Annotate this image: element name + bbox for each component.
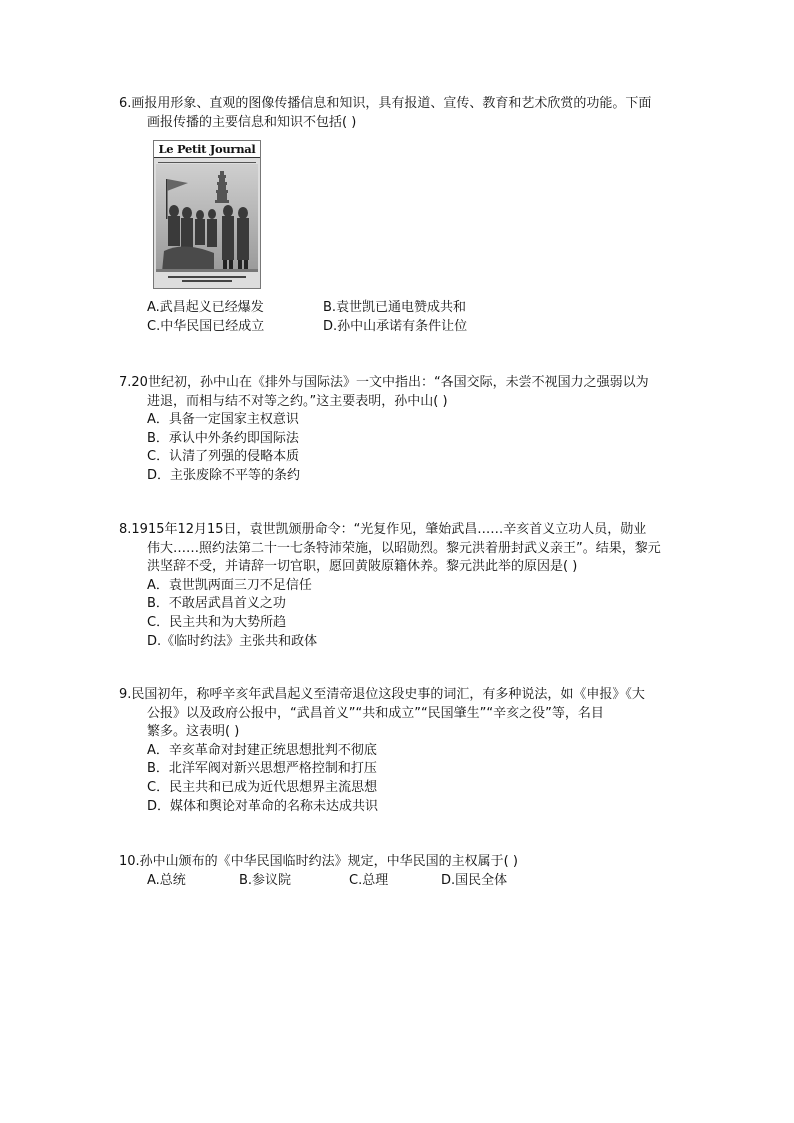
q6-option-b[interactable]: B.袁世凯已通电赞成共和: [323, 300, 467, 315]
q8-option-d[interactable]: D.《临时约法》主张共和政体: [147, 633, 318, 649]
q6-option-a[interactable]: A.武昌起义已经爆发: [147, 300, 264, 315]
question-8: [119, 521, 699, 651]
q9-option-b[interactable]: B．北洋军阀对新兴思想严格控制和打压: [147, 761, 377, 777]
question-10: [119, 853, 699, 890]
q7-option-b[interactable]: B．承认中外条约即国际法: [147, 430, 299, 446]
question-8-stem-line-2: 伟大……照约法第二十一七条特沛荣施，以昭勋烈。黎元洪着册封武义亲王”。结果，黎元: [147, 540, 661, 556]
question-9-stem-line-3: 繁多。这表明( ): [147, 724, 240, 740]
question-6-stem-line-1: 6.画报用形象、直观的图像传播信息和知识，具有报道、宣传、教育和艺术欣赏的功能。下面: [119, 96, 652, 111]
question-7-stem-line-1: 7.20世纪初，孙中山在《排外与国际法》一文中指出：“各国交际，未尝不视国力之强弱以为: [119, 375, 649, 390]
question-9: [119, 686, 699, 816]
q6-option-c[interactable]: C.中华民国已经成立: [147, 318, 265, 334]
petit-journal-illustration: [153, 140, 261, 289]
question-10-stem-line-1: 10.孙中山颁布的《中华民国临时约法》规定，中华民国的主权属于( ): [119, 854, 518, 869]
q9-option-a[interactable]: A．辛亥革命对封建正统思想批判不彻底: [147, 742, 377, 758]
question-6-stem-line-2: 画报传播的主要信息和知识不包括( ): [147, 114, 357, 130]
question-8-stem-line-3: 洪坚辞不受，并请辞一切官职，愿回黄陂原籍休养。黎元洪此举的原因是( ): [147, 559, 578, 575]
q6-option-d[interactable]: D.孙中山承诺有条件让位: [323, 318, 468, 334]
newspaper-masthead: Le Petit Journal: [154, 141, 260, 158]
q10-option-b[interactable]: B.参议院: [239, 872, 292, 888]
q8-option-a[interactable]: A．袁世凯两面三刀不足信任: [147, 577, 312, 593]
question-7-stem-line-2: 进退，而相与结不对等之约。”这主要表明，孙中山( ): [147, 393, 448, 409]
question-8-stem-line-1: 8.1915年12月15日，袁世凯颁册命令：“光复作见，肇始武昌……辛亥首义立功人员，勋业: [119, 522, 647, 537]
q9-option-c[interactable]: C．民主共和已成为近代思想界主流思想: [147, 779, 378, 795]
question-9-stem-line-2: 公报》以及政府公报中，“武昌首义”“共和成立”“民国肇生”“辛亥之役”等，名目: [147, 705, 604, 721]
question-9-stem-line-1: 9.民国初年，称呼辛亥年武昌起义至清帝退位这段史事的词汇，有多种说法，如《申报》《大: [119, 687, 645, 702]
q8-option-b[interactable]: B．不敢居武昌首义之功: [147, 596, 286, 612]
soldiers-illustration: [154, 141, 260, 288]
question-6: [119, 95, 699, 132]
question-6-options: [119, 299, 699, 336]
q10-option-d[interactable]: D.国民全体: [441, 872, 508, 888]
q7-option-d[interactable]: D．主张废除不平等的条约: [147, 467, 301, 483]
q10-option-c[interactable]: C.总理: [349, 872, 389, 888]
q8-option-c[interactable]: C．民主共和为大势所趋: [147, 614, 287, 630]
q7-option-c[interactable]: C．认清了列强的侵略本质: [147, 449, 300, 465]
q7-option-a[interactable]: A．具备一定国家主权意识: [147, 412, 299, 428]
question-7: [119, 374, 699, 486]
illustration-caption: [160, 275, 254, 285]
q9-option-d[interactable]: D．媒体和舆论对革命的名称未达成共识: [147, 798, 379, 814]
q10-option-a[interactable]: A.总统: [147, 872, 186, 888]
